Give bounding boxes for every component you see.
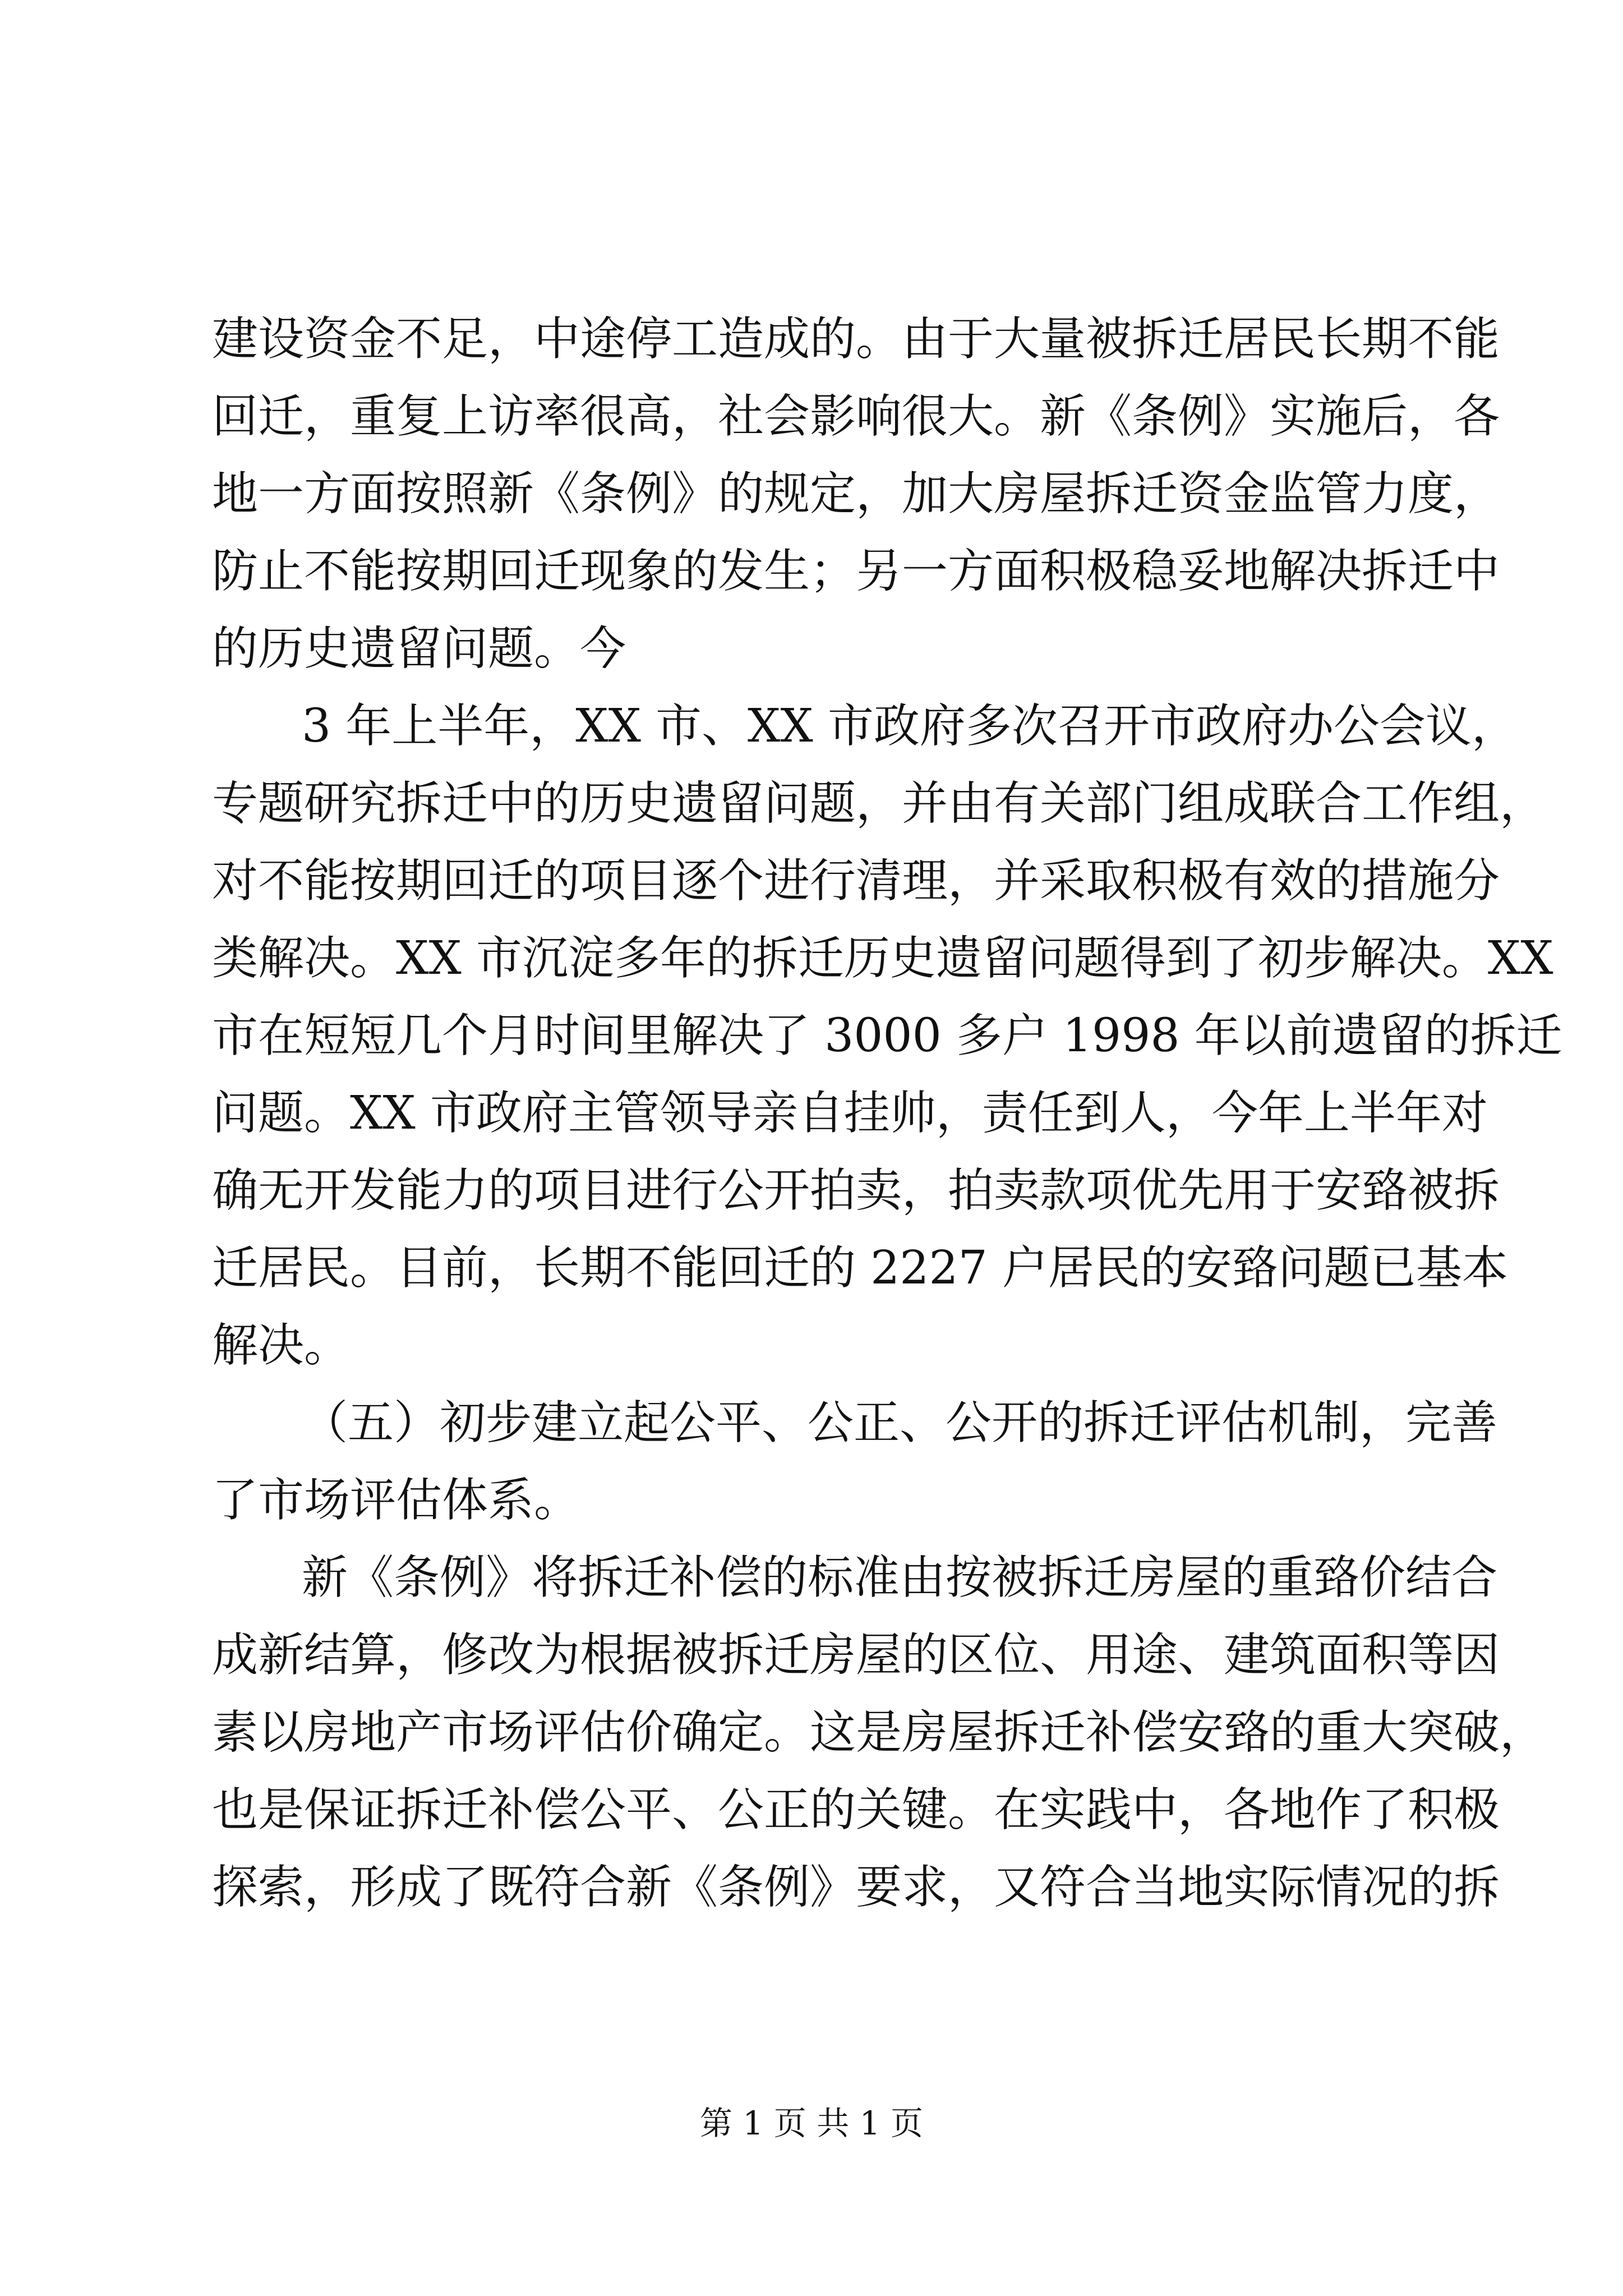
body-line: 地一方面按照新《条例》的规定，加大房屋拆迁资金监管力度， (212, 467, 1500, 521)
body-line: 确无开发能力的项目进行公开拍卖，拍卖款项优先用于安臵被拆 (212, 1164, 1500, 1217)
body-line: 回迁，重复上访率很高，社会影响很大。新《条例》实施后，各 (212, 390, 1500, 443)
body-line: 解决。 (212, 1319, 351, 1372)
body-line: 专题研究拆迁中的历史遗留问题，并由有关部门组成联合工作组， (212, 777, 1546, 830)
body-line: 对不能按期回迁的项目逐个进行清理，并采取积极有效的措施分 (212, 854, 1500, 908)
body-line: 迁居民。目前，长期不能回迁的 2227 户居民的安臵问题已基本 (212, 1241, 1508, 1295)
body-line: 市在短短几个月时间里解决了 3000 多户 1998 年以前遗留的拆迁 (212, 1009, 1562, 1062)
body-line: 防止不能按期回迁现象的发生；另一方面积极稳妥地解决拆迁中 (212, 545, 1500, 598)
body-line: 探索，形成了既符合新《条例》要求，又符合当地实际情况的拆 (212, 1861, 1500, 1914)
section-heading: （五）初步建立起公平、公正、公开的拆迁评估机制，完善 (302, 1396, 1498, 1450)
body-line: 3 年上半年，XX 市、XX 市政府多次召开市政府办公会议， (302, 700, 1518, 753)
body-line: 类解决。XX 市沉淀多年的拆迁历史遗留问题得到了初步解决。XX (212, 932, 1553, 985)
body-line: 新《条例》将拆迁补偿的标准由按被拆迁房屋的重臵价结合 (302, 1551, 1498, 1604)
page-footer: 第 1 页 共 1 页 (700, 2104, 923, 2142)
body-line: 成新结算，修改为根据被拆迁房屋的区位、用途、建筑面积等因 (212, 1628, 1500, 1682)
body-line: 的历史遗留问题。今 (212, 622, 626, 675)
body-line: 建设资金不足，中途停工造成的。由于大量被拆迁居民长期不能 (212, 312, 1500, 366)
body-line: 素以房地产市场评估价确定。这是房屋拆迁补偿安臵的重大突破， (212, 1706, 1546, 1759)
body-line: 也是保证拆迁补偿公平、公正的关键。在实践中，各地作了积极 (212, 1783, 1500, 1837)
section-heading: 了市场评估体系。 (212, 1474, 580, 1527)
body-line: 问题。XX 市政府主管领导亲自挂帅，责任到人，今年上半年对 (212, 1087, 1488, 1140)
